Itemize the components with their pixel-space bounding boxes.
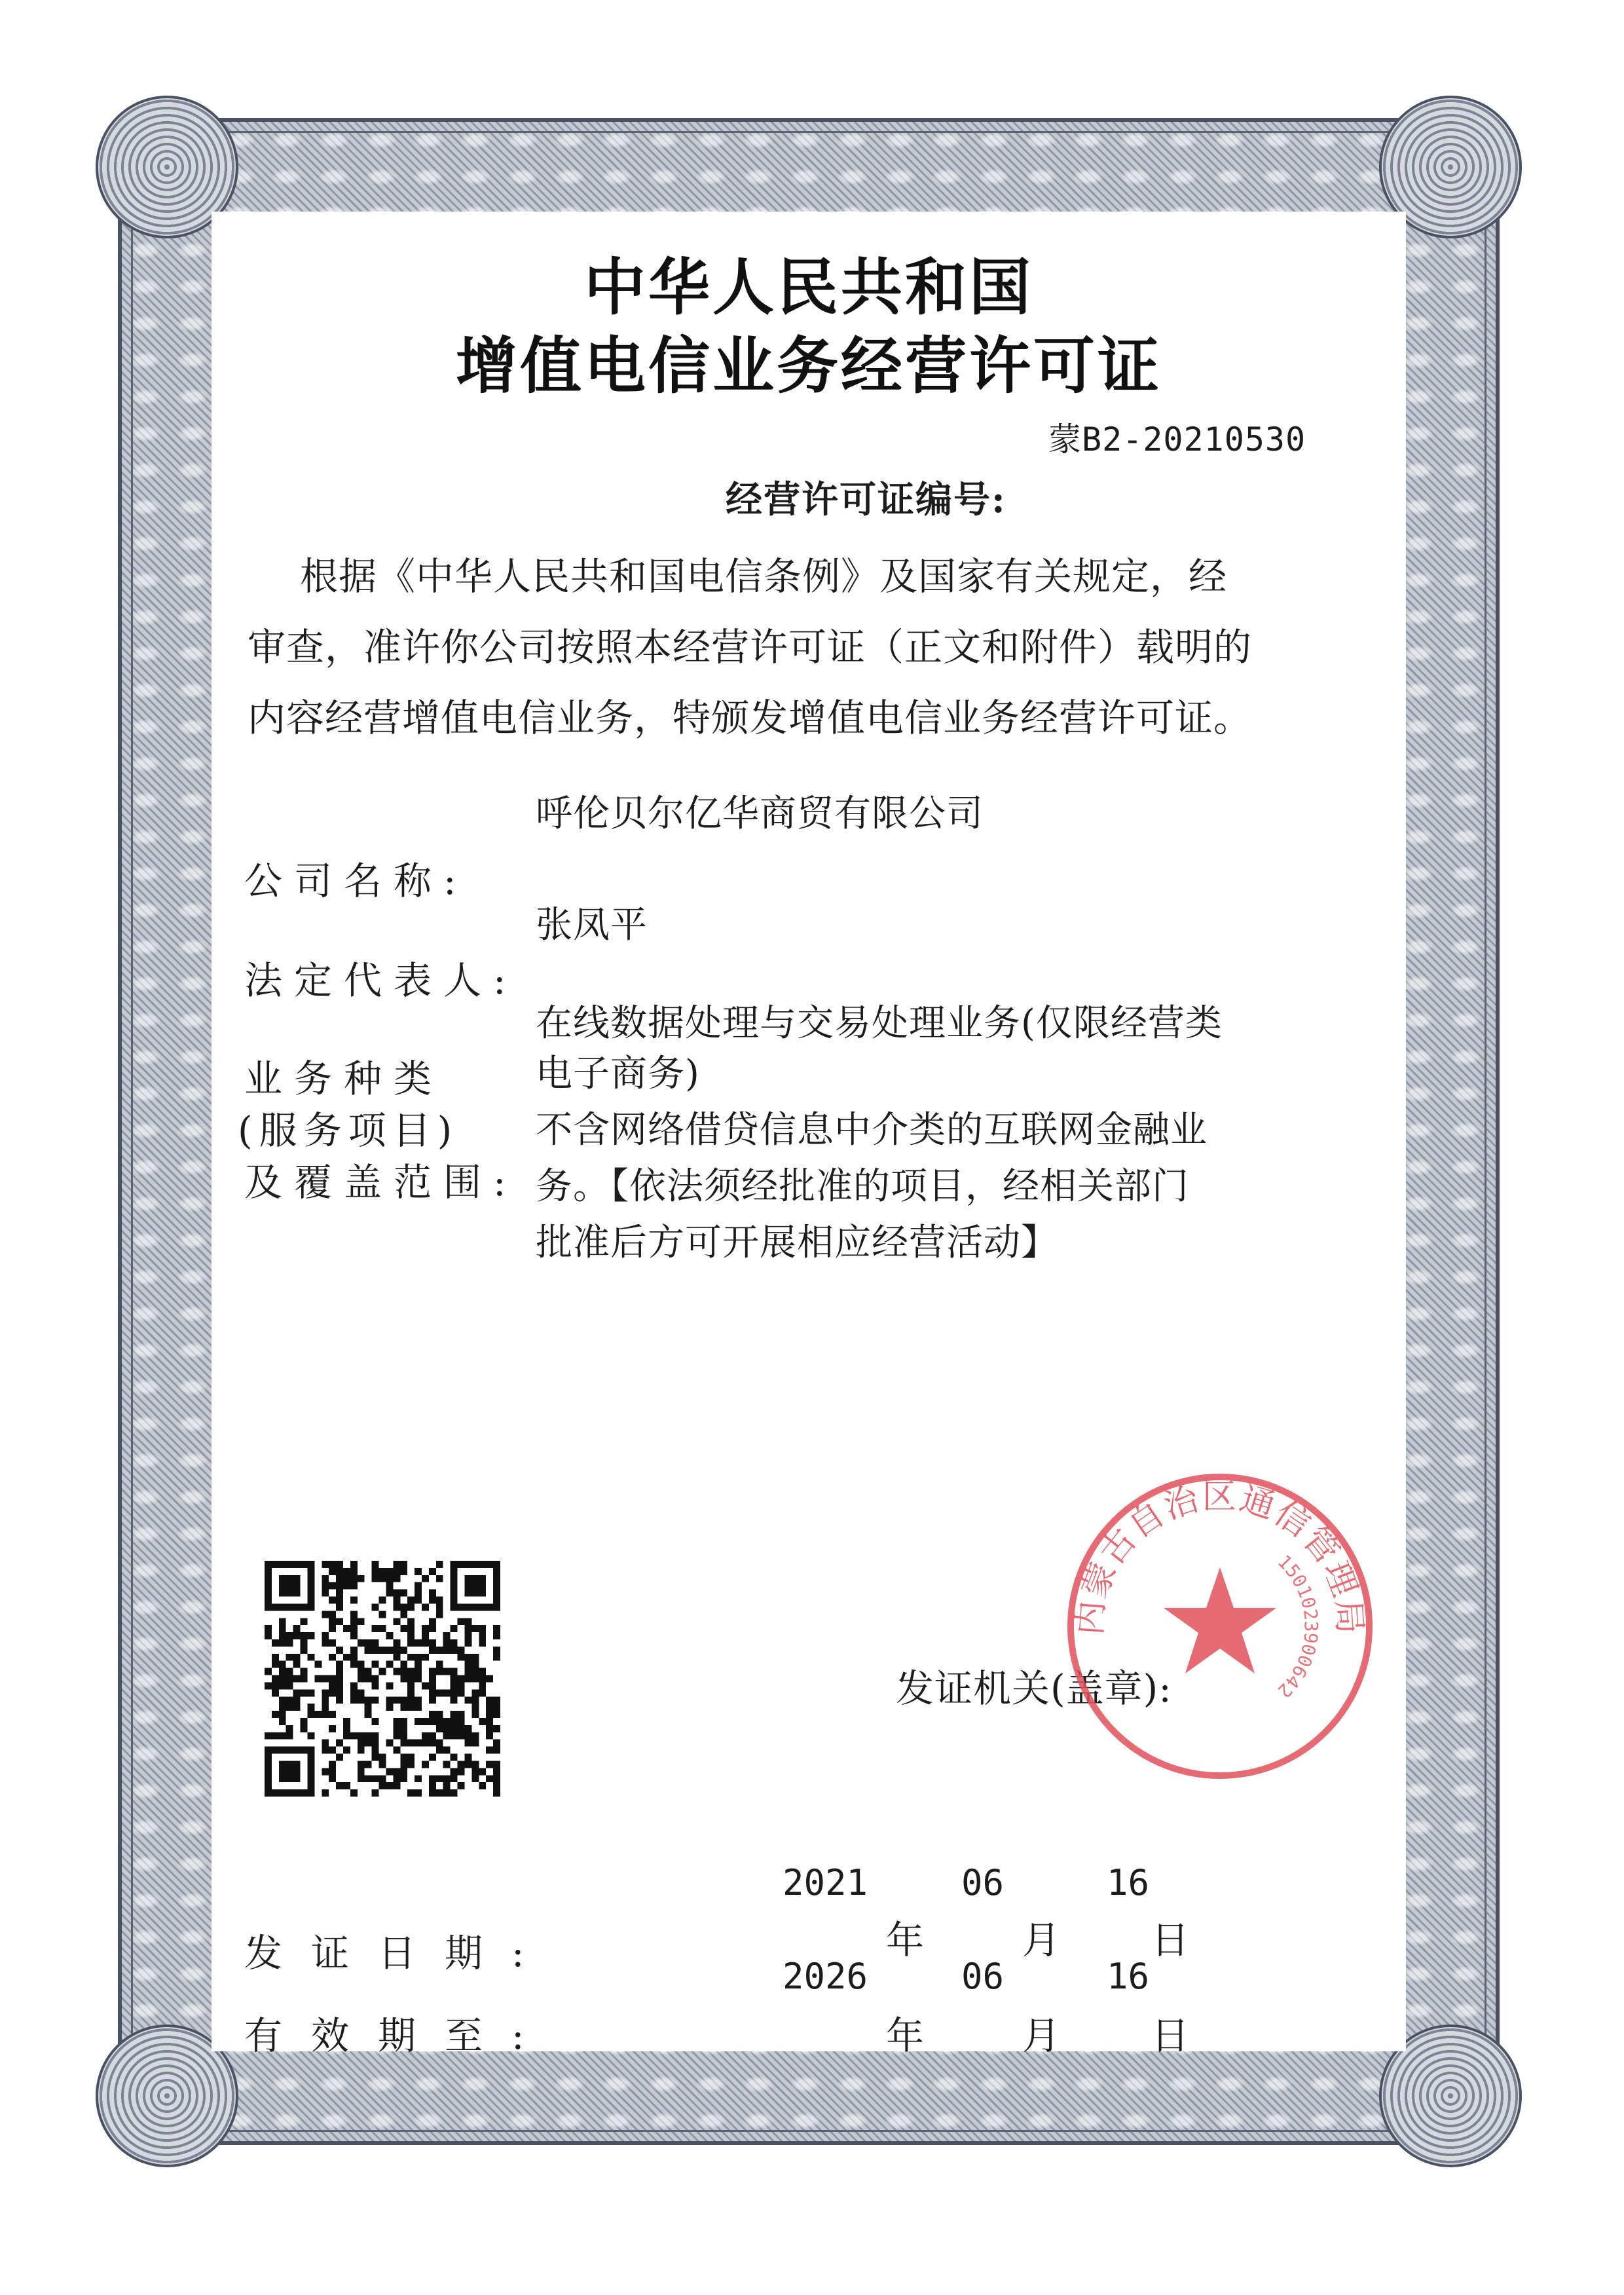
business-scope-line: 务。【依法须经批准的项目，经相关部门 <box>536 1165 1189 1208</box>
business-scope-line: 不含网络借贷信息中介类的互联网金融业 <box>536 1109 1208 1151</box>
certificate-title-line-2: 增值电信业务经营许可证 <box>455 330 1162 402</box>
svg-text:1501023900642 <box>1274 1550 1322 1702</box>
business-scope-label-line-3: 及覆盖范围: <box>244 1160 518 1204</box>
intro-text-line-2: 审查，准许你公司按照本经营许可证（正文和附件）载明的 <box>248 625 1253 669</box>
business-scope-line: 在线数据处理与交易处理业务(仅限经营类 <box>536 1002 1223 1045</box>
intro-text-line-1: 根据《中华人民共和国电信条例》及国家有关规定，经 <box>300 554 1228 599</box>
business-scope-label-line-2: (服务项目) <box>238 1108 459 1153</box>
issuer-label: 发证机关(盖章): <box>896 1666 1172 1711</box>
legal-representative-value: 张凤平 <box>536 904 648 946</box>
issue-date-day-unit: 日 <box>1151 1918 1190 1962</box>
seal-code: 1501023900642 <box>1273 1550 1323 1702</box>
issue-date-year-unit: 年 <box>886 1918 925 1962</box>
issue-date-day: 16 <box>1107 1862 1150 1903</box>
official-seal <box>1063 1469 1377 1783</box>
seal-star-icon <box>1164 1567 1276 1673</box>
qr-code <box>265 1561 500 1797</box>
issue-date-month: 06 <box>961 1862 1005 1903</box>
valid-until-year: 2026 <box>783 1956 868 1997</box>
valid-until-month: 06 <box>961 1956 1005 1997</box>
valid-until-year-unit: 年 <box>886 2013 925 2058</box>
business-scope-label-line-1: 业务种类 <box>244 1056 444 1101</box>
issue-date-year: 2021 <box>783 1862 868 1903</box>
valid-until-month-unit: 月 <box>1022 2013 1061 2058</box>
certificate-body <box>212 212 1406 2058</box>
business-scope-line: 批准后方可开展相应经营活动】 <box>536 1222 1058 1264</box>
company-name-value: 呼伦贝尔亿华商贸有限公司 <box>536 793 984 835</box>
issue-date-label: 发证日期: <box>244 1931 553 1975</box>
license-number: 蒙B2-20210530 <box>1048 420 1306 458</box>
certificate-title-line-1: 中华人民共和国 <box>583 252 1033 324</box>
issue-date-month-unit: 月 <box>1022 1918 1061 1962</box>
valid-until-day-unit: 日 <box>1151 2013 1190 2058</box>
legal-representative-label: 法定代表人: <box>244 958 518 1003</box>
intro-text-line-3: 内容经营增值电信业务，特颁发增值电信业务经营许可证。 <box>248 696 1253 740</box>
company-name-label: 公司名称: <box>244 859 468 903</box>
license-number-label: 经营许可证编号: <box>726 478 1006 521</box>
business-scope-line: 电子商务) <box>536 1053 700 1095</box>
valid-until-label: 有效期至: <box>244 2013 553 2058</box>
valid-until-day: 16 <box>1107 1956 1150 1997</box>
seal-text: 内蒙古自治区通信管理局 <box>1070 1478 1370 1637</box>
